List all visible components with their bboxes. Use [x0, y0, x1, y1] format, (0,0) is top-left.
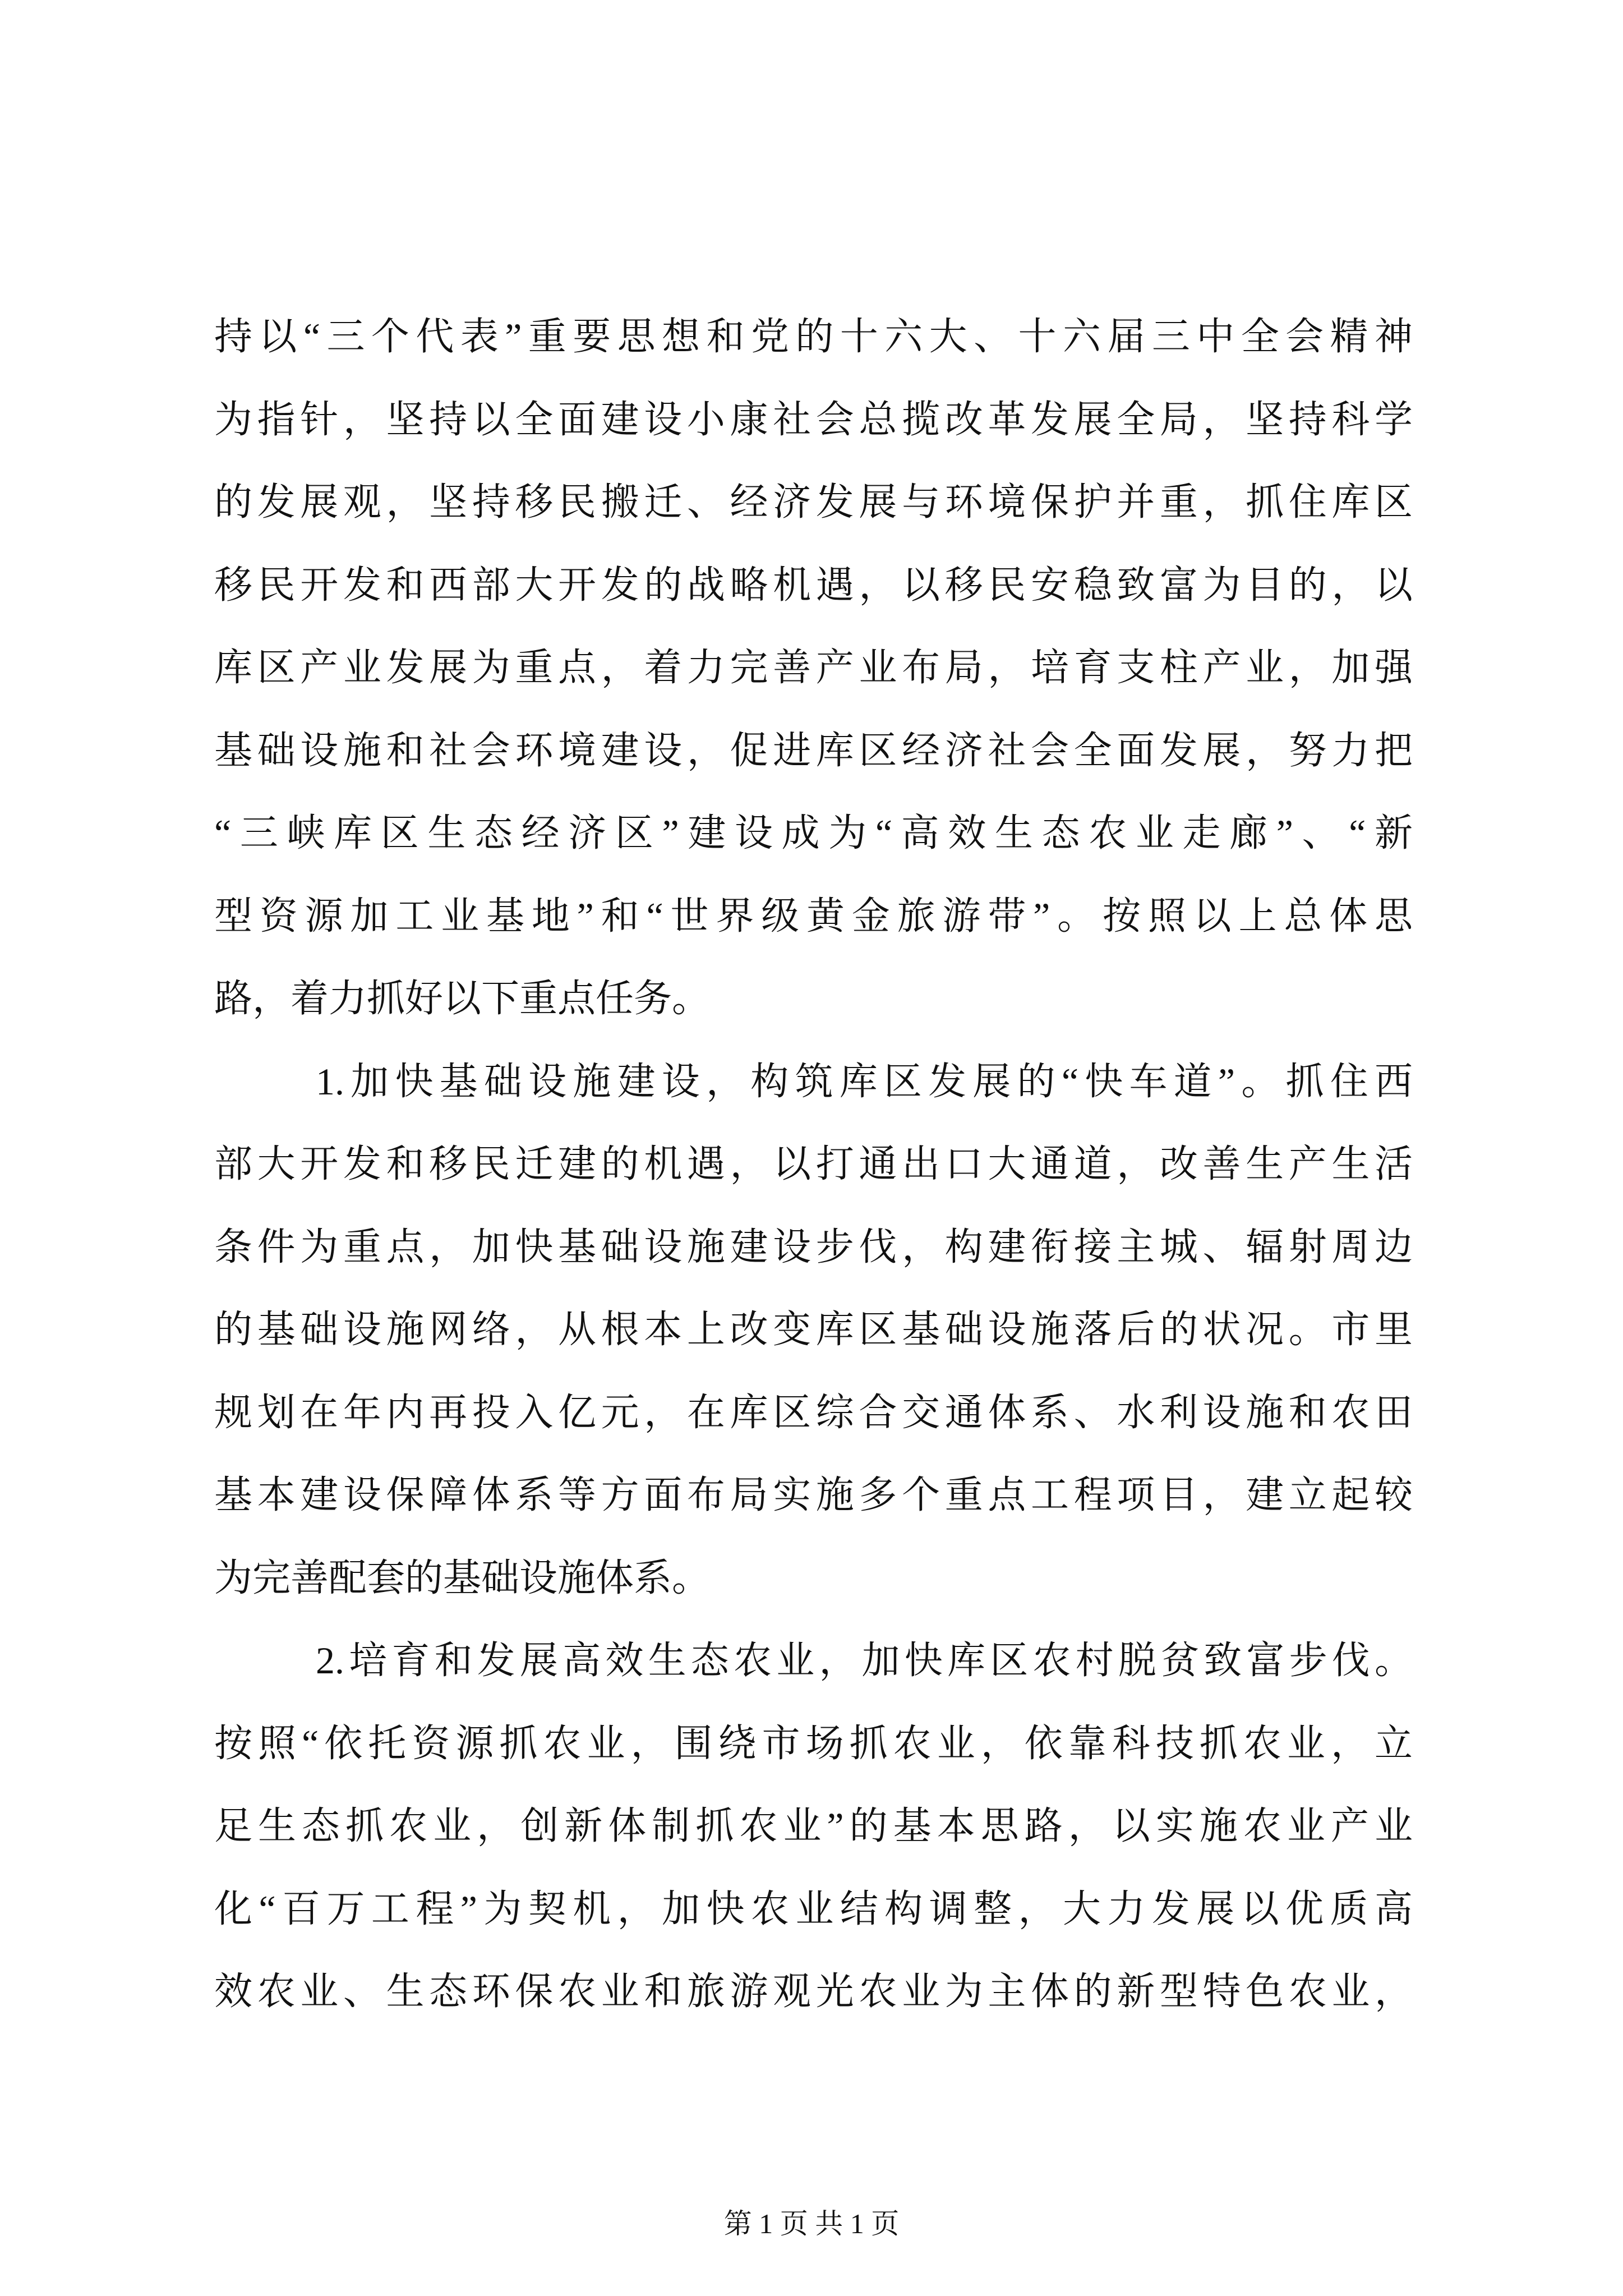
text-line: 为完善配套的基础设施体系。: [214, 1556, 711, 1599]
text-line: 按照“依托资源抓农业，围绕市场抓农业，依靠科技抓农业，立: [214, 1722, 1413, 1765]
page-footer: 第 1 页 共 1 页: [723, 2208, 900, 2239]
text-line: 为指针，坚持以全面建设小康社会总揽改革发展全局，坚持科学: [214, 398, 1413, 441]
text-line: 的发展观，坚持移民搬迁、经济发展与环境保护并重，抓住库区: [214, 481, 1413, 523]
text-line: 部大开发和移民迁建的机遇，以打通出口大通道，改善生产生活: [214, 1143, 1413, 1185]
text-line: 路，着力抓好以下重点任务。: [214, 977, 711, 1020]
text-line: 规划在年内再投入亿元，在库区综合交通体系、水利设施和农田: [214, 1391, 1413, 1434]
text-line: 效农业、生态环保农业和旅游观光农业为主体的新型特色农业，: [214, 1970, 1413, 2013]
text-line: 基本建设保障体系等方面布局实施多个重点工程项目，建立起较: [214, 1474, 1413, 1516]
text-line: 基础设施和社会环境建设，促进库区经济社会全面发展，努力把: [214, 729, 1413, 772]
text-line: 库区产业发展为重点，着力完善产业布局，培育支柱产业，加强: [214, 646, 1413, 689]
text-line: 化“百万工程”为契机，加快农业结构调整，大力发展以优质高: [214, 1887, 1413, 1930]
body-text: [214, 296, 1413, 2033]
text-line: 条件为重点，加快基础设施建设步伐，构建衔接主城、辐射周边: [214, 1225, 1413, 1268]
text-line: “三峡库区生态经济区”建设成为“高效生态农业走廊”、“新: [214, 812, 1413, 854]
paragraph-continuation: [214, 296, 1413, 1041]
text-line: 足生态抓农业，创新体制抓农业”的基本思路，以实施农业产业: [214, 1805, 1413, 1847]
text-line: 的基础设施网络，从根本上改变库区基础设施落后的状况。市里: [214, 1308, 1413, 1351]
text-line: 2.培育和发展高效生态农业，加快库区农村脱贫致富步伐。: [316, 1639, 1413, 1682]
text-line: 1.加快基础设施建设，构筑库区发展的“快车道”。抓住西: [316, 1060, 1413, 1103]
text-line: 移民开发和西部大开发的战略机遇，以移民安稳致富为目的，以: [214, 563, 1413, 606]
paragraph-item-1: [214, 1041, 1413, 1620]
text-line: 型资源加工业基地”和“世界级黄金旅游带”。按照以上总体思: [214, 894, 1413, 937]
paragraph-item-2: [214, 1619, 1413, 2033]
text-line: 持以“三个代表”重要思想和党的十六大、十六届三中全会精神: [214, 315, 1413, 358]
